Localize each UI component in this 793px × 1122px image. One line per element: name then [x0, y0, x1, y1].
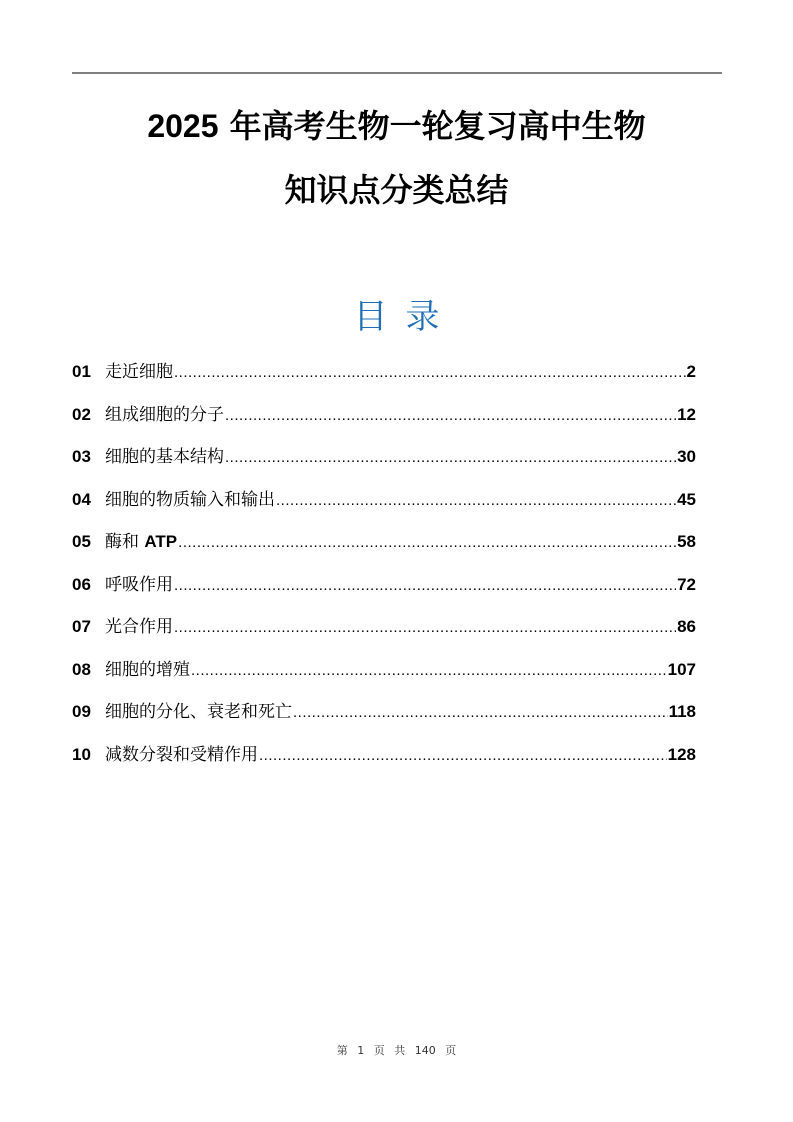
toc-item-label-latin: ATP — [144, 532, 178, 551]
dot-leader — [293, 699, 668, 727]
toc-item-number: 03 — [72, 447, 91, 466]
footer-prefix: 第 — [336, 1044, 348, 1057]
dot-leader — [225, 402, 676, 430]
toc-item-label: 细胞的物质输入和输出 — [105, 489, 275, 510]
dot-leader — [191, 657, 667, 685]
toc-item-number: 01 — [72, 362, 91, 381]
header-rule — [72, 72, 722, 74]
toc-item-02[interactable] — [72, 401, 696, 444]
toc-item-number: 06 — [72, 574, 91, 594]
toc-item-label: 组成细胞的分子 — [105, 404, 224, 425]
dot-leader — [276, 487, 676, 515]
dot-leader — [259, 742, 667, 770]
toc-item-page: 12 — [677, 404, 696, 424]
dot-leader — [174, 614, 676, 642]
title-text: 年高考生物一轮复习高中生物 — [229, 107, 646, 145]
toc-item-10[interactable] — [72, 741, 696, 784]
toc-item-number: 08 — [72, 659, 91, 679]
toc-item-label: 细胞的增殖 — [105, 659, 190, 680]
toc-item-number: 09 — [72, 702, 91, 721]
toc-item-05[interactable] — [72, 528, 696, 571]
page-footer — [0, 1042, 793, 1058]
toc-item-label: 减数分裂和受精作用 — [105, 744, 258, 765]
toc-item-page: 86 — [677, 617, 696, 636]
dot-leader — [178, 529, 676, 557]
toc-item-page: 118 — [668, 702, 696, 721]
footer-total-pages: 140 — [414, 1044, 436, 1057]
toc-item-number: 10 — [72, 744, 91, 764]
toc-item-page: 45 — [677, 489, 696, 509]
toc-item-number: 05 — [72, 532, 91, 551]
toc-item-number: 02 — [72, 404, 91, 424]
toc-item-label — [105, 528, 177, 556]
footer-mid: 页 — [373, 1044, 385, 1057]
toc-item-label: 细胞的基本结构 — [105, 447, 224, 467]
table-of-contents — [72, 358, 696, 783]
toc-item-page: 128 — [667, 744, 696, 764]
toc-item-08[interactable] — [72, 656, 696, 699]
footer-total-label: 共 — [394, 1044, 406, 1057]
toc-item-number: 04 — [72, 489, 91, 509]
document-title-line2: 知识点分类总结 — [284, 171, 509, 209]
title-year: 2025 — [147, 108, 219, 144]
toc-item-page: 2 — [686, 362, 696, 381]
toc-item-06[interactable] — [72, 571, 696, 614]
toc-item-label: 细胞的分化、衰老和死亡 — [105, 702, 292, 722]
toc-heading-char-1: 目 — [353, 297, 406, 337]
toc-item-page: 72 — [677, 574, 696, 594]
toc-item-page: 30 — [677, 447, 696, 466]
toc-item-page: 107 — [667, 659, 696, 679]
toc-item-03[interactable] — [72, 443, 696, 486]
toc-item-label-cjk: 酶和 — [105, 532, 139, 552]
toc-item-number: 07 — [72, 617, 91, 636]
toc-item-label: 呼吸作用 — [105, 574, 173, 595]
toc-item-01[interactable] — [72, 358, 696, 401]
toc-item-label: 走近细胞 — [105, 362, 173, 382]
toc-item-04[interactable] — [72, 486, 696, 529]
footer-suffix: 页 — [445, 1044, 457, 1057]
toc-heading-char-2: 录 — [405, 297, 458, 337]
toc-item-label: 光合作用 — [105, 617, 173, 637]
dot-leader — [225, 444, 676, 472]
dot-leader — [174, 359, 686, 387]
toc-item-09[interactable] — [72, 698, 696, 741]
toc-item-07[interactable] — [72, 613, 696, 656]
toc-item-page: 58 — [677, 532, 696, 551]
document-title-line1 — [0, 106, 793, 146]
dot-leader — [174, 572, 676, 600]
footer-current-page: 1 — [357, 1044, 365, 1057]
toc-heading — [0, 294, 793, 340]
